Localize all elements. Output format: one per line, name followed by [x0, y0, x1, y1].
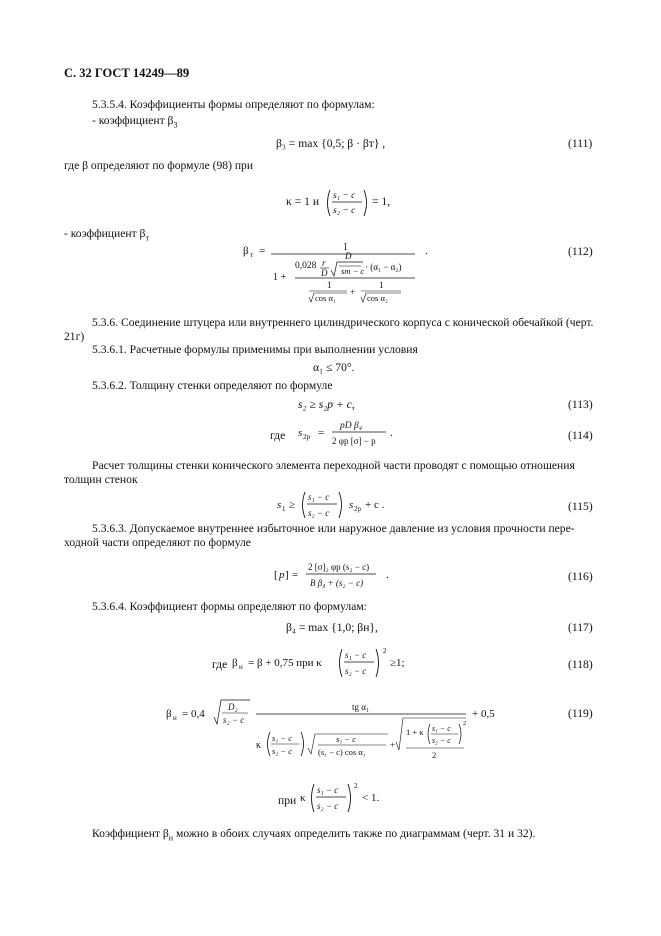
equation-alpha-condition: α₁ ≤ 70°. — [313, 361, 355, 374]
svg-text:pD β₄: pD β₄ — [340, 421, 363, 431]
paragraph-5-3-6-1: 5.3.6.1. Расчетные формулы применимы при выполнении условия — [92, 343, 418, 356]
svg-text:2: 2 — [354, 782, 358, 790]
svg-text:≥: ≥ — [289, 499, 296, 511]
eq112-svg — [243, 240, 443, 308]
eq118-svg — [232, 645, 422, 681]
equation-112 — [243, 240, 443, 313]
svg-text:s₁ − c: s₁ − c — [336, 734, 357, 744]
equation-number-112: (112) — [568, 245, 593, 258]
paragraph-5-3-5-4: 5.3.5.4. Коэффициенты формы определяют по формулам: — [92, 98, 375, 111]
svg-text:2 φр [σ] − p: 2 φр [σ] − p — [332, 436, 376, 446]
eq119-svg — [166, 690, 526, 770]
condition-pri-prefix: при — [278, 794, 297, 807]
equation-number-115: (115) — [568, 500, 593, 513]
svg-text:.: . — [386, 569, 389, 581]
equation-kappa-condition — [286, 186, 396, 223]
svg-text:r: r — [322, 258, 326, 268]
svg-text:s₂ − c: s₂ − c — [272, 746, 293, 756]
equation-111: β₃ = max {0,5; β · βт} , — [276, 137, 386, 150]
equation-118-prefix: где — [212, 658, 228, 671]
svg-text:< 1.: < 1. — [362, 792, 380, 804]
eq114-svg — [298, 416, 398, 450]
svg-text:т: т — [250, 251, 254, 259]
equation-number-117: (117) — [568, 621, 593, 634]
svg-text:2: 2 — [383, 647, 387, 655]
svg-text:sт − c: sт − c — [341, 266, 365, 276]
equation-number-114: (114) — [568, 429, 593, 442]
paragraph-5-3-6: 5.3.6. Соединение штуцера или внутреннего цилиндрического корпуса с конической обечайкой (черт. 21г) — [64, 316, 594, 343]
svg-text:+ c .: + c . — [365, 499, 385, 511]
svg-text:p: p — [279, 569, 285, 581]
equation-114 — [298, 416, 398, 455]
pri-svg — [300, 780, 390, 816]
svg-text:=: = — [259, 245, 266, 257]
svg-text:н: н — [173, 714, 177, 722]
kappa-condition-svg — [286, 186, 396, 220]
svg-text:s₂ − c: s₂ − c — [432, 736, 451, 745]
equation-116 — [274, 558, 394, 597]
svg-text:2 [σ]₂ φр (s₂ − c): 2 [σ]₂ φр (s₂ − c) — [308, 562, 370, 572]
svg-text:s₁ − c: s₁ − c — [317, 785, 339, 795]
svg-text:[: [ — [274, 569, 278, 581]
svg-text:s₁ − c: s₁ − c — [308, 492, 330, 502]
svg-text:s₁ − c: s₁ − c — [345, 650, 367, 660]
page-header: С. 32 ГОСТ 14249—89 — [64, 66, 190, 80]
svg-text:0,028: 0,028 — [295, 261, 317, 271]
betat-label: - коэффициент $\beta_т$ — [64, 227, 149, 243]
svg-text:s₂ − c: s₂ − c — [317, 801, 339, 811]
svg-text:D: D — [321, 268, 328, 278]
condition-pri — [300, 780, 390, 821]
svg-text:s₂ − c: s₂ − c — [345, 666, 367, 676]
svg-text:β: β — [243, 245, 249, 257]
svg-text:· (α₁ − α₂): · (α₁ − α₂) — [365, 262, 402, 272]
svg-text:s: s — [298, 427, 303, 439]
svg-text:]: ] — [285, 569, 289, 581]
svg-text:tg α₁: tg α₁ — [352, 702, 370, 712]
svg-text:+: + — [390, 740, 396, 750]
svg-text:D: D — [345, 251, 352, 261]
eq116-svg — [274, 558, 394, 592]
svg-text:s₂ − c: s₂ − c — [333, 206, 356, 216]
equation-number-116: (116) — [568, 570, 593, 583]
paragraph-5-3-6-3: 5.3.6.3. Допускаемое внутреннее избыточное или наружное давление из условия прочности пере-ходной части определяют по формуле — [64, 522, 575, 549]
eq115-svg — [277, 488, 387, 522]
svg-text:s: s — [349, 499, 354, 511]
svg-text:1: 1 — [343, 242, 348, 253]
svg-text:+: + — [350, 287, 356, 297]
equation-117: β₄ = max {1,0; βн}, — [286, 621, 378, 634]
svg-text:B β₄ + (s₂ − c): B β₄ + (s₂ − c) — [310, 578, 364, 588]
equation-114-prefix: где — [270, 429, 286, 442]
svg-text:s₁ − c: s₁ − c — [272, 733, 293, 743]
svg-text:2р: 2р — [303, 433, 310, 441]
svg-text:.: . — [425, 245, 428, 257]
svg-text:1: 1 — [282, 505, 286, 513]
equation-number-111: (111) — [568, 137, 593, 150]
paragraph-5-3-6-4: 5.3.6.4. Коэффициент формы определяют по формулам: — [92, 600, 367, 613]
svg-text:1: 1 — [327, 280, 332, 290]
svg-text:=: = — [318, 427, 325, 439]
paragraph-ratio: Расчет толщины стенки конического элемента переходной части проводят с помощью отношения толщин стенок — [64, 459, 575, 486]
svg-text:D₂: D₂ — [228, 702, 238, 712]
svg-text:.: . — [390, 427, 393, 439]
svg-text:≥1;: ≥1; — [390, 657, 405, 669]
svg-text:1 + κ: 1 + κ — [406, 727, 424, 737]
svg-text:s₂ − c: s₂ − c — [308, 508, 330, 518]
svg-text:=: = — [292, 569, 299, 581]
equation-number-118: (118) — [568, 658, 593, 671]
paragraph-5-3-6-2: 5.3.6.2. Толщину стенки определяют по формуле — [92, 379, 333, 392]
svg-text:s₂ − c: s₂ − c — [223, 715, 245, 725]
equation-113: s₂ ≥ s₂р + c, — [298, 398, 355, 411]
svg-text:κ: κ — [256, 740, 262, 751]
svg-text:1: 1 — [379, 280, 384, 290]
svg-text:cos α₁: cos α₁ — [315, 293, 336, 303]
svg-text:κ = 1 и: κ = 1 и — [286, 195, 320, 208]
svg-text:β: β — [166, 708, 172, 720]
svg-text:2: 2 — [432, 750, 437, 760]
equation-number-113: (113) — [568, 398, 593, 411]
equation-number-119: (119) — [568, 707, 593, 720]
beta3-label: - коэффициент $\beta_3$ — [92, 114, 178, 130]
svg-text:+ 0,5: + 0,5 — [472, 708, 495, 720]
svg-text:cos α₂: cos α₂ — [367, 293, 388, 303]
svg-text:(s₁ − c) cos α₁: (s₁ − c) cos α₁ — [318, 747, 366, 757]
paragraph-where-beta: где β определяют по формуле (98) при — [64, 159, 254, 172]
svg-text:β: β — [232, 657, 238, 669]
svg-text:= β + 0,75 при κ: = β + 0,75 при κ — [248, 657, 322, 669]
svg-text:= 0,4: = 0,4 — [182, 708, 205, 720]
svg-text:1 +: 1 + — [273, 272, 287, 283]
svg-text:s: s — [277, 499, 282, 511]
paragraph-final: Коэффициент $\beta_н$ можно в обоих случаях определить также по диаграммам (черт. 31 и 32). — [92, 827, 536, 843]
equation-118 — [232, 645, 422, 686]
svg-text:= 1,: = 1, — [372, 195, 391, 208]
svg-text:н: н — [239, 663, 243, 671]
svg-text:2: 2 — [463, 720, 467, 727]
svg-text:s₁ − c: s₁ − c — [333, 191, 356, 201]
svg-text:s₁ − c: s₁ − c — [432, 724, 451, 733]
svg-text:2р: 2р — [354, 505, 361, 513]
equation-119 — [166, 690, 526, 775]
svg-text:κ: κ — [300, 792, 306, 804]
